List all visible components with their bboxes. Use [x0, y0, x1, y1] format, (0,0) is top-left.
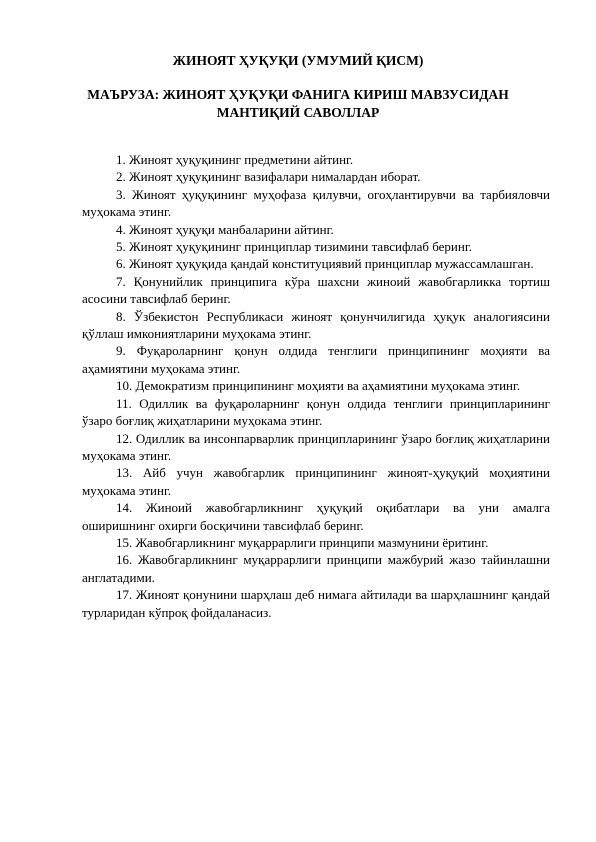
question-item: 14. Жиноий жавобгарликнинг ҳуқуқий оқибатлари ва уни амалга оширишнинг охирги босқичини тавсифлаб беринг. [82, 500, 550, 533]
question-item: 10. Демократизм принципининг моҳияти ва аҳамиятини муҳокама этинг. [116, 378, 521, 394]
question-item: 6. Жиноят ҳуқуқида қандай конституциявий принциплар мужассамлашган. [116, 256, 534, 272]
question-list [82, 151, 550, 621]
question-item: 13. Айб учун жавобгарлик принципининг жиноят-ҳуқуқий моҳиятини муҳокама этинг. [82, 465, 550, 498]
question-item: 4. Жиноят ҳуқуқи манбаларини айтинг. [116, 221, 334, 237]
question-item: 7. Қонунийлик принципига кўра шахсни жиноий жавобгарликка тортиш асосини тавсифлаб беринг. [82, 273, 550, 307]
question-item: 2. Жиноят ҳуқуқининг вазифалари нималардан иборат. [116, 169, 421, 185]
question-item: 16. Жавобгарликнинг муқаррарлиги принципи мажбурий жазо тайинлашни англатадими. [82, 552, 550, 585]
question-item: 17. Жиноят қонунини шарҳлаш деб нимага айтилади ва шарҳлашнинг қандай турларидан кўпроқ фойдаланасиз. [82, 587, 550, 620]
question-item: 5. Жиноят ҳуқуқининг принциплар тизимини тавсифлаб беринг. [116, 239, 472, 255]
document-title: ЖИНОЯТ ҲУҚУҚИ (УМУМИЙ ҚИСМ) [172, 53, 424, 68]
question-item: 9. Фуқароларнинг қонун олдида тенглиги принципининг моҳияти ва аҳамиятини муҳокама этинг. [82, 343, 550, 376]
question-item: 1. Жиноят ҳуқуқининг предметини айтинг. [116, 152, 354, 167]
question-item: 3. Жиноят ҳуқуқининг муҳофаза қилувчи, огоҳлантирувчи ва тарбияловчи муҳокама этинг. [82, 186, 550, 220]
question-item: 15. Жавобгарликнинг муқаррарлиги принципи мазмунини ёритинг. [116, 534, 489, 550]
lecture-subtitle: МАЪРУЗА: ЖИНОЯТ ҲУҚУҚИ ФАНИГА КИРИШ МАВЗУСИДАН МАНТИҚИЙ САВОЛЛАР [87, 87, 509, 120]
question-item: 8. Ўзбекистон Республикаси жиноят қонунчилигида ҳуқук аналогиясини қўллаш имкониятларини муҳокама этинг. [82, 308, 550, 342]
question-item: 11. Одиллик ва фуқароларнинг қонун олдида тенглиги принципларининг ўзаро боғлиқ жиҳатларини муҳокама этинг. [82, 395, 550, 429]
question-item: 12. Одиллик ва инсонпарварлик принципларининг ўзаро боғлиқ жиҳатларини муҳокама этинг. [82, 430, 550, 463]
